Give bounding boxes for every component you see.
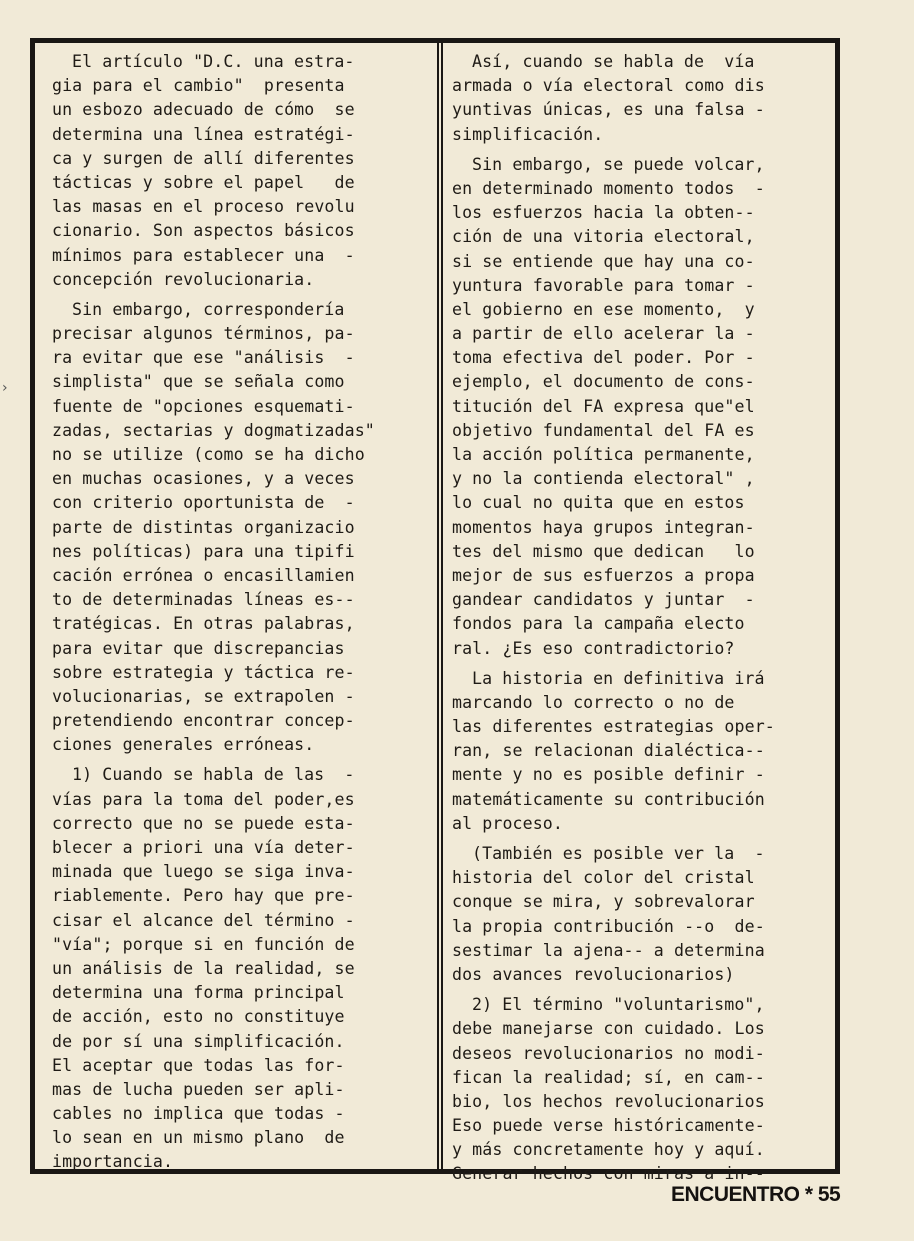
text-line: nes políticas) para una tipifi [52,541,355,561]
text-line: sestimar la ajena-- a determina [452,940,765,960]
text-line: precisar algunos términos, pa- [52,324,355,344]
text-line: toma efectiva del poder. Por - [452,348,755,368]
text-line: bio, los hechos revolucionarios [452,1091,765,1111]
text-line: (También es posible ver la - [472,844,765,863]
text-line: yuntivas únicas, es una falsa - [452,100,765,120]
text-line: sobre estrategia y táctica re- [52,662,355,682]
text-line: determina una línea estratégi- [52,124,355,144]
text-line: gandear candidatos y juntar - [452,590,755,610]
text-line: yuntura favorable para tomar - [452,275,755,295]
left-column [52,50,438,1175]
text-line: mente y no es posible definir - [452,765,765,785]
text-line: matemáticamente su contribución [452,789,765,809]
text-line: y no la contienda electoral" , [452,469,755,489]
text-line: dos avances revolucionarios) [452,964,735,984]
text-line: con criterio oportunista de - [52,493,355,513]
paragraph [52,763,438,1174]
text-line: minada que luego se siga inva- [52,862,355,882]
paragraph [52,298,438,758]
text-line: "vía"; porque si en función de [52,934,355,954]
text-line: gia para el cambio" presenta [52,76,345,96]
margin-mark: › [2,380,8,396]
paragraph [52,50,438,292]
text-line: objetivo fundamental del FA es [452,420,755,440]
text-line: blecer a priori una vía deter- [52,838,355,857]
text-line: de acción, esto no constituye [52,1007,345,1027]
text-line: tes del mismo que dedican lo [452,541,755,561]
text-line: un esbozo adecuado de cómo se [52,100,355,120]
text-line: tácticas y sobre el papel de [52,172,355,192]
text-line: Así, cuando se habla de vía [472,52,755,71]
text-line: en muchas ocasiones, y a veces [52,469,355,489]
text-line: La historia en definitiva irá [472,668,765,688]
text-line: riablemente. Pero hay que pre- [52,886,355,906]
text-line: mínimos para establecer una - [52,245,355,265]
text-line: la acción política permanente, [452,445,755,464]
text-line: ca y surgen de allí diferentes [52,148,355,168]
text-line: en determinado momento todos - [452,178,765,198]
text-line: fican la realidad; sí, en cam-- [452,1067,765,1087]
text-line: volucionarias, se extrapolen - [52,686,355,706]
text-line: simplificación. [452,124,604,144]
text-line: El aceptar que todas las for- [52,1055,345,1075]
text-line: 2) El término "voluntarismo", [472,995,765,1015]
text-line: ra evitar que ese "análisis - [52,348,355,368]
text-line: a partir de ello acelerar la - [452,324,755,344]
text-line: un análisis de la realidad, se [52,958,355,978]
text-line: simplista" que se señala como [52,372,345,392]
text-line: marcando lo correcto o no de [452,692,735,712]
page-footer: ENCUENTRO * 55 [671,1183,841,1206]
text-line: al proceso. [452,813,563,833]
text-line: correcto que no se puede esta- [52,813,355,833]
text-line: ran, se relacionan dialéctica-- [452,741,765,761]
text-line: debe manejarse con cuidado. Los [452,1019,765,1039]
text-line: parte de distintas organizacio [52,517,355,537]
text-line: lo cual no quita que en estos [452,493,745,513]
text-line: ral. ¿Es eso contradictorio? [452,638,735,658]
text-line: mas de lucha pueden ser apli- [52,1079,345,1099]
text-line: Eso puede verse históricamente- [452,1116,765,1136]
paragraph [452,842,838,987]
text-line: si se entiende que hay una co- [452,251,755,271]
text-line: el gobierno en ese momento, y [452,299,755,319]
text-line: importancia. [52,1152,174,1172]
text-line: cación errónea o encasillamien [52,565,355,585]
paragraph [452,993,838,1187]
text-line: conque se mira, y sobrevalorar [452,892,755,912]
right-column [452,50,838,1187]
paragraph [452,50,838,147]
text-line: las masas en el proceso revolu [52,197,355,217]
text-line: la propia contribución --o de- [452,916,765,936]
text-line: ejemplo, el documento de cons- [452,372,755,392]
text-line: zadas, sectarias y dogmatizadas" [52,420,375,440]
text-line: pretendiendo encontrar concep- [52,711,355,731]
text-line: titución del FA expresa que"el [452,396,755,416]
text-line: 1) Cuando se habla de las - [72,765,355,785]
text-line: determina una forma principal [52,983,345,1003]
text-line: los esfuerzos hacia la obten-- [452,203,755,223]
text-line: Sin embargo, correspondería [72,299,345,319]
paragraph [452,667,838,836]
text-line: fondos para la campaña electo [452,614,745,634]
text-line: tratégicas. En otras palabras, [52,614,355,634]
text-line: cables no implica que todas - [52,1104,345,1124]
text-line: de por sí una simplificación. [52,1031,345,1051]
text-line: vías para la toma del poder,es [52,789,355,809]
text-line: para evitar que discrepancias [52,638,345,658]
text-line: y más concretamente hoy y aquí. [452,1140,765,1160]
text-line: no se utilize (como se ha dicho [52,445,365,464]
text-line: cisar el alcance del término - [52,910,355,930]
text-line: Sin embargo, se puede volcar, [472,154,765,174]
text-line: momentos haya grupos integran- [452,517,755,537]
text-line: las diferentes estrategias oper- [452,717,775,737]
text-line: El artículo "D.C. una estra- [72,52,355,71]
text-line: fuente de "opciones esquemati- [52,396,355,416]
text-line: cionario. Son aspectos básicos [52,221,355,241]
text-line: deseos revolucionarios no modi- [452,1043,765,1063]
text-line: mejor de sus esfuerzos a propa [452,565,755,585]
text-line: to de determinadas líneas es-- [52,590,355,610]
text-line: lo sean en un mismo plano de [52,1128,345,1148]
text-line: historia del color del cristal [452,868,755,888]
text-line: concepción revolucionaria. [52,269,315,289]
paragraph [452,153,838,661]
text-line: Generar hechos con miras a in-- [452,1164,765,1184]
text-line: armada o vía electoral como dis [452,76,765,96]
text-line: ción de una vitoria electoral, [452,227,755,247]
text-line: ciones generales erróneas. [52,735,315,755]
